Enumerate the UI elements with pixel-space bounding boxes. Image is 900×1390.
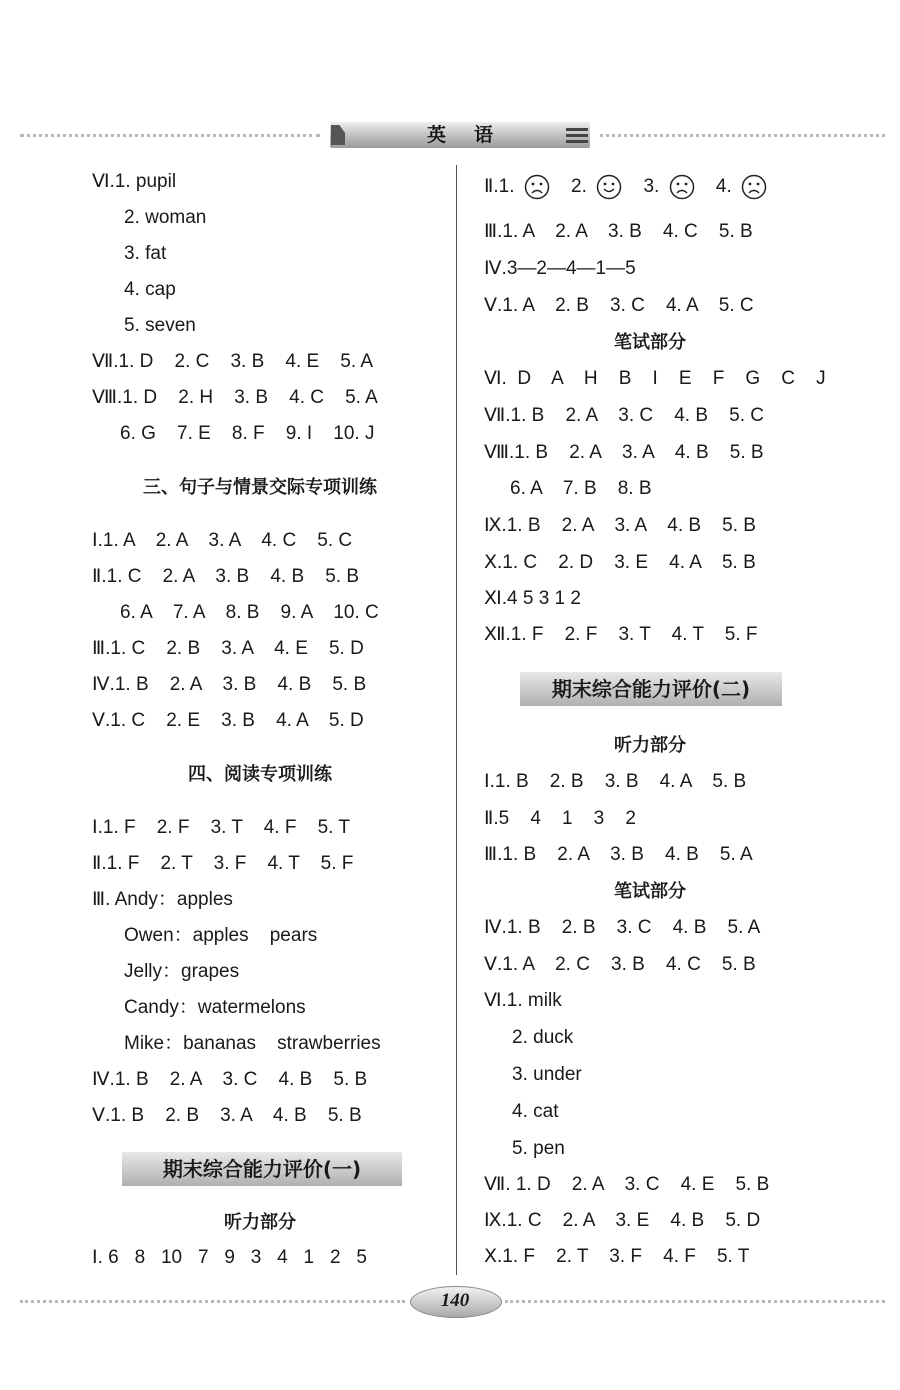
answer-line: Ⅱ.5 4 1 3 2: [484, 808, 636, 829]
answer-line: 3. fat: [124, 243, 167, 264]
header-dots-left: [20, 134, 320, 137]
answer-line: Ⅷ.1. B 2. A 3. A 4. B 5. B: [484, 442, 764, 463]
answer-line: 4. cat: [512, 1101, 559, 1122]
answer-line: Ⅲ.1. A 2. A 3. B 4. C 5. B: [484, 221, 753, 242]
answer-line: Ⅳ.3—2—4—1—5: [484, 258, 636, 279]
answer-line: Ⅻ.1. F 2. F 3. T 4. T 5. F: [484, 624, 758, 645]
section-title: 三、句子与情景交际专项训练: [143, 477, 377, 498]
footer-dots-left: [20, 1300, 405, 1303]
answer-line: Ⅴ.1. C 2. E 3. B 4. A 5. D: [92, 710, 364, 731]
answer-line: Ⅱ.1. C 2. A 3. B 4. B 5. B: [92, 566, 360, 587]
happy-face-icon: [596, 174, 622, 200]
sad-face-icon: [524, 174, 550, 200]
answer-line: Mike：bananas strawberries: [124, 1033, 381, 1054]
section-title: 四、阅读专项训练: [188, 764, 332, 785]
answer-line: Ⅲ.1. B 2. A 3. B 4. B 5. A: [484, 844, 753, 865]
row-label: Ⅱ.1.: [484, 176, 515, 198]
answer-line: Ⅳ.1. B 2. A 3. C 4. B 5. B: [92, 1069, 368, 1090]
answer-line: Ⅸ.1. C 2. A 3. E 4. B 5. D: [484, 1210, 761, 1231]
faces-row: [484, 174, 769, 200]
answer-line: Ⅲ. Andy：apples: [92, 889, 233, 910]
answer-line: Owen：apples pears: [124, 925, 318, 946]
answer-line: Ⅺ.4 5 3 1 2: [484, 588, 581, 609]
answer-line: 5. seven: [124, 315, 196, 336]
answer-line: Ⅴ.1. A 2. C 3. B 4. C 5. B: [484, 954, 756, 975]
column-divider: [456, 165, 457, 1275]
answer-line: Ⅱ.1. F 2. T 3. F 4. T 5. F: [92, 853, 354, 874]
page-number: 140: [440, 1290, 470, 1311]
answer-line: 4. cap: [124, 279, 176, 300]
answer-line: 6. A 7. B 8. B: [510, 478, 652, 499]
sad-face-icon: [741, 174, 767, 200]
answer-line: 2. duck: [512, 1027, 574, 1048]
answer-line: 5. pen: [512, 1138, 565, 1159]
subsection-title: 听力部分: [614, 735, 686, 756]
page-title: 英语: [426, 124, 521, 146]
answer-line: Ⅶ.1. B 2. A 3. C 4. B 5. C: [484, 405, 764, 426]
subsection-title: 听力部分: [224, 1212, 296, 1233]
answer-line: Ⅹ.1. F 2. T 3. F 4. F 5. T: [484, 1246, 750, 1267]
header-dots-right: [600, 134, 885, 137]
answer-line: Ⅰ.1. B 2. B 3. B 4. A 5. B: [484, 771, 747, 792]
answer-line: 2. woman: [124, 207, 207, 228]
answer-line: Ⅰ. 6 8 10 7 9 3 4 1 2 5: [92, 1247, 367, 1268]
answer-line: Ⅶ. 1. D 2. A 3. C 4. E 5. B: [484, 1174, 770, 1195]
exam-title-box: 期末综合能力评价(二): [520, 672, 782, 706]
exam-title-box: 期末综合能力评价(一): [122, 1152, 402, 1186]
answer-line: Ⅵ.1. milk: [484, 990, 562, 1011]
answer-line: Ⅵ. D A H B I E F G C J: [484, 368, 826, 389]
face-label: 3.: [643, 176, 660, 198]
answer-line: Ⅸ.1. B 2. A 3. A 4. B 5. B: [484, 515, 756, 536]
subsection-title: 笔试部分: [614, 881, 686, 902]
answer-line: Ⅰ.1. A 2. A 3. A 4. C 5. C: [92, 530, 353, 551]
answer-line: Ⅲ.1. C 2. B 3. A 4. E 5. D: [92, 638, 364, 659]
answer-line: Ⅶ.1. D 2. C 3. B 4. E 5. A: [92, 351, 374, 372]
answer-line: Candy：watermelons: [124, 997, 306, 1018]
answer-line: Ⅳ.1. B 2. A 3. B 4. B 5. B: [92, 674, 367, 695]
answer-line: 6. G 7. E 8. F 9. I 10. J: [120, 423, 375, 444]
answer-line: Ⅴ.1. A 2. B 3. C 4. A 5. C: [484, 295, 754, 316]
footer-dots-right: [505, 1300, 885, 1303]
answer-line: Ⅰ.1. F 2. F 3. T 4. F 5. T: [92, 817, 350, 838]
face-label: 2.: [571, 176, 587, 198]
answer-line: Ⅴ.1. B 2. B 3. A 4. B 5. B: [92, 1105, 362, 1126]
subsection-title: 笔试部分: [614, 332, 686, 353]
sad-face-icon: [669, 174, 695, 200]
face-label: 4.: [715, 176, 732, 198]
answer-line: Ⅵ.1. pupil: [92, 171, 177, 192]
answer-line: 6. A 7. A 8. B 9. A 10. C: [120, 602, 379, 623]
answer-line: 3. under: [512, 1064, 582, 1085]
answer-line: Jelly：grapes: [124, 961, 240, 982]
answer-line: Ⅹ.1. C 2. D 3. E 4. A 5. B: [484, 552, 756, 573]
answer-line: Ⅷ.1. D 2. H 3. B 4. C 5. A: [92, 387, 378, 408]
answer-line: Ⅳ.1. B 2. B 3. C 4. B 5. A: [484, 917, 761, 938]
